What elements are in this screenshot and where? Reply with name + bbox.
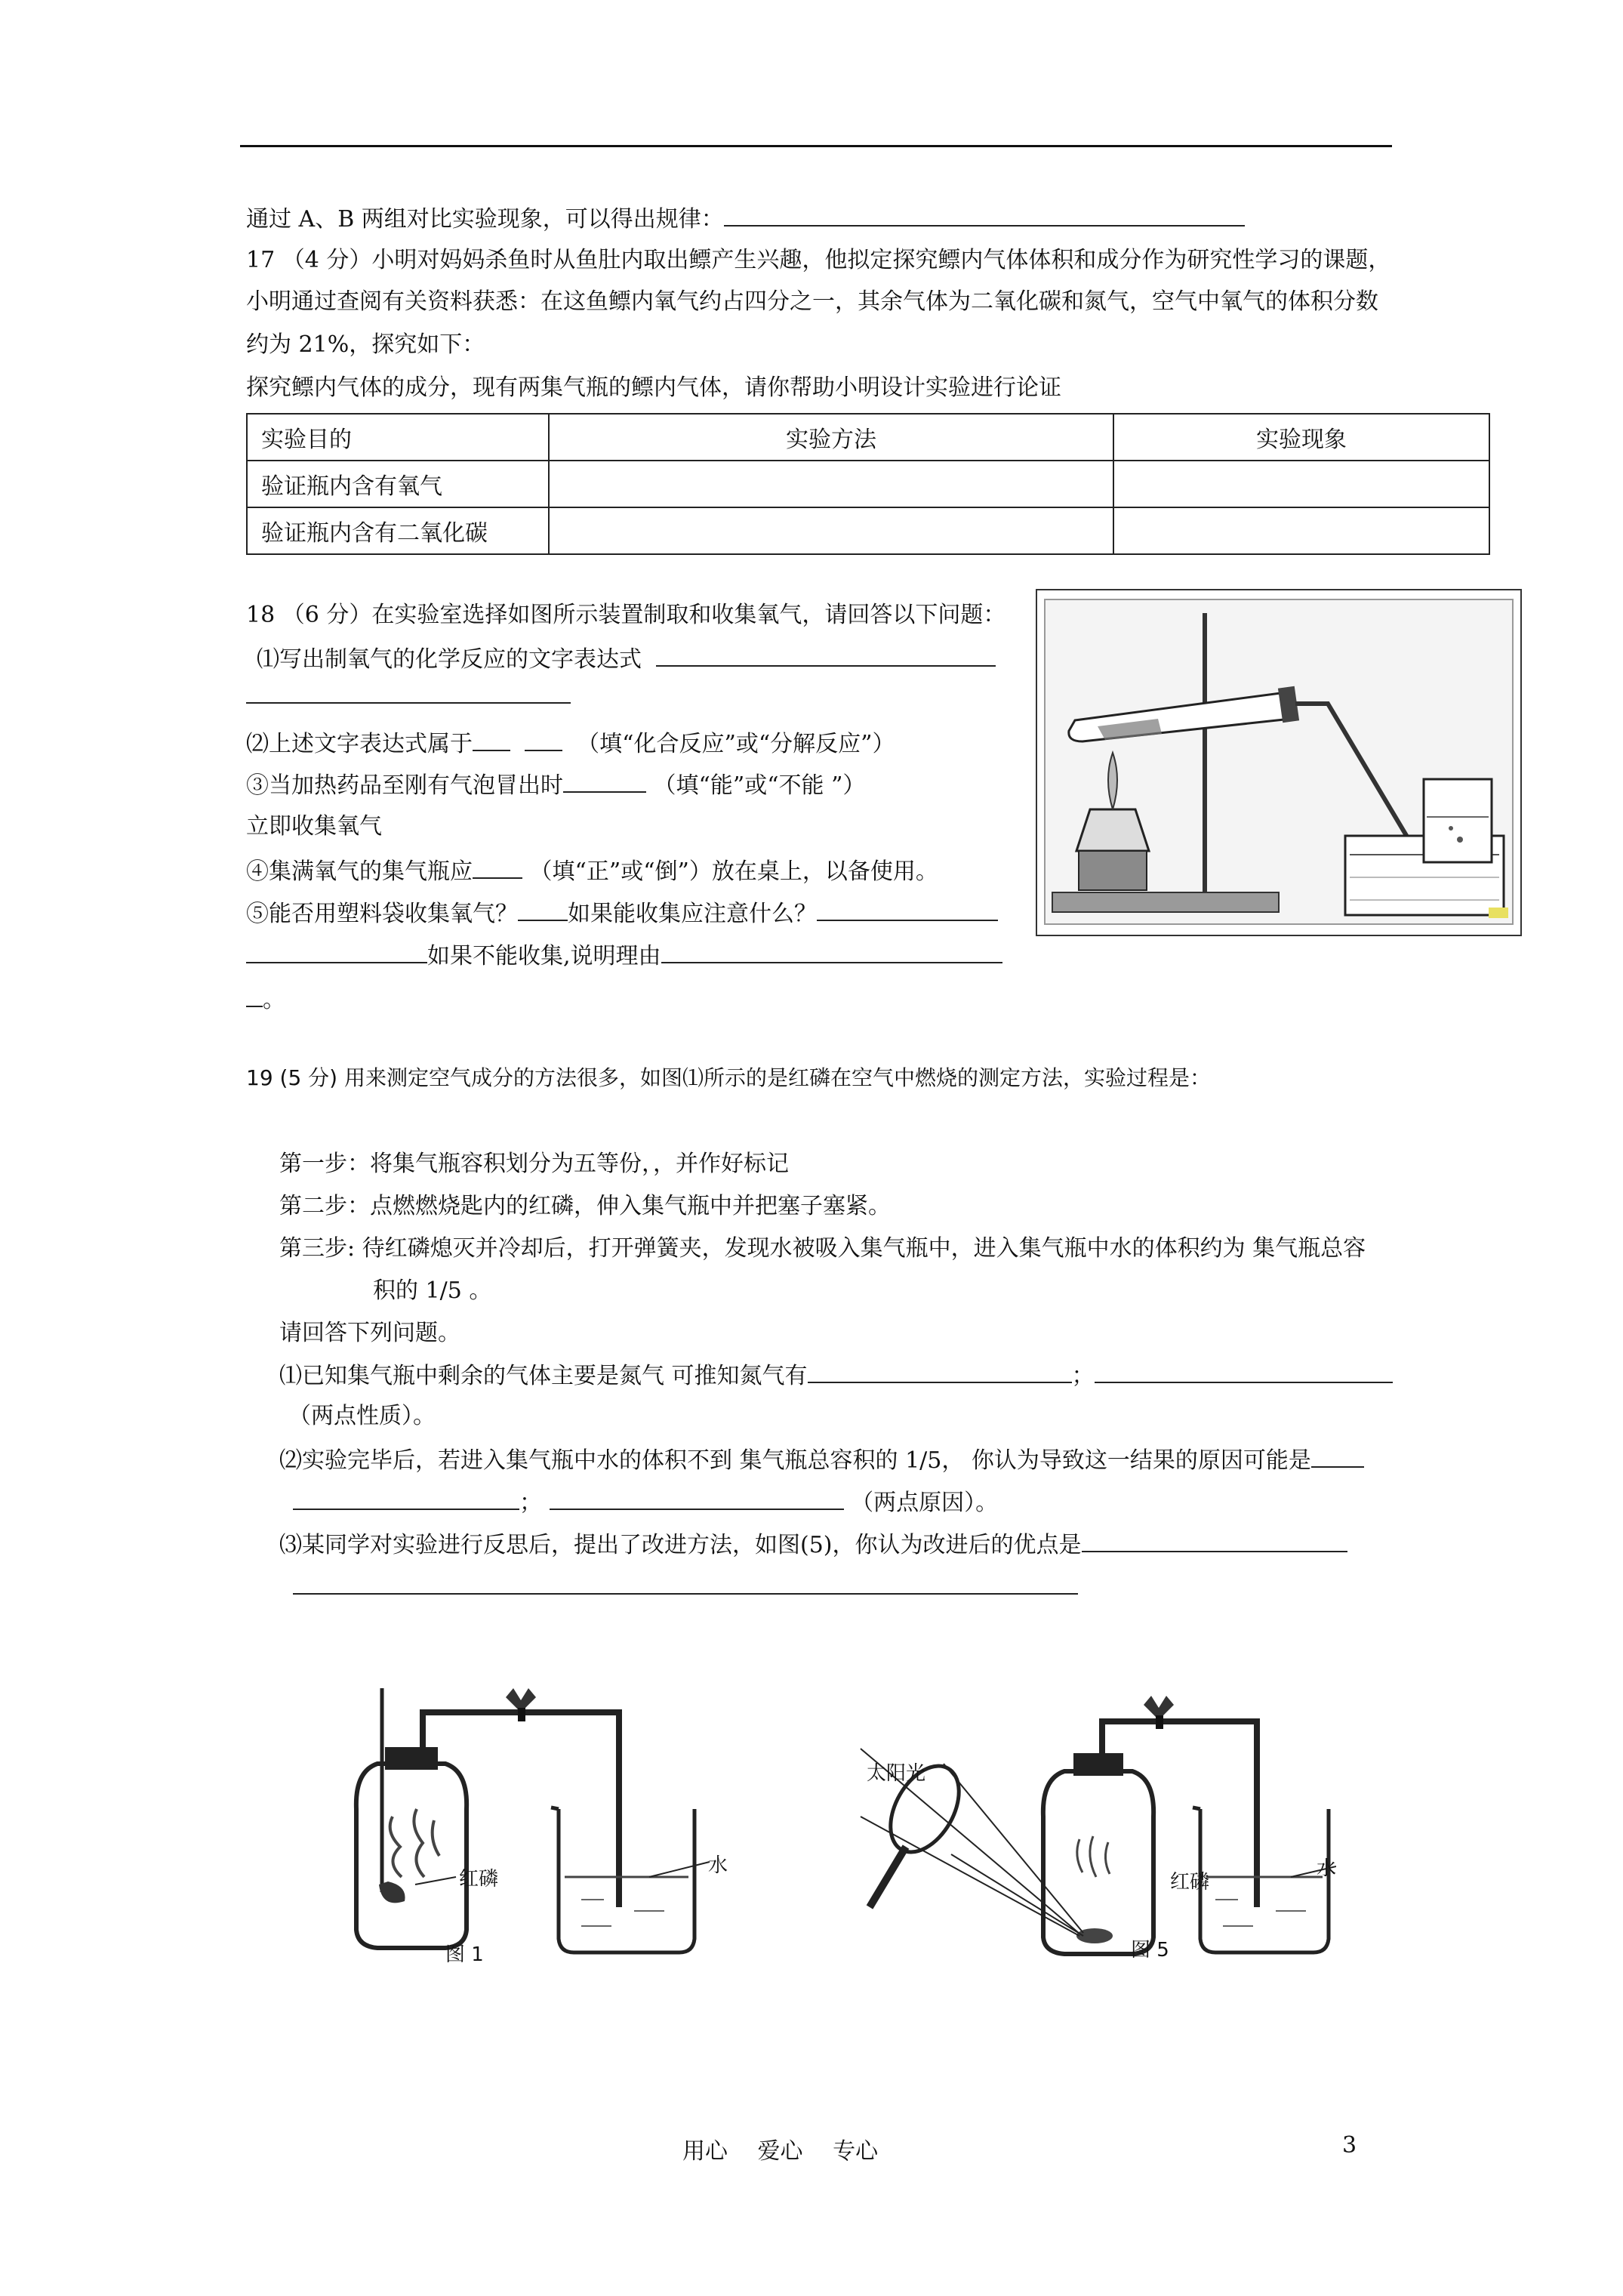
q18-part1-blank-2[interactable] <box>246 680 571 704</box>
q18-part4-blank[interactable] <box>473 855 522 879</box>
q17-line1: 17 （4 分）小明对妈妈杀鱼时从鱼肚内取出鳔产生兴趣，他拟定探究鳔内气体体积和成分作为研究性学习的课题， <box>246 247 1391 273</box>
q19-sub1-blank-a[interactable] <box>808 1359 1072 1383</box>
q18-part5-blank-5[interactable] <box>246 983 263 1007</box>
table-cell-method[interactable] <box>549 507 1113 554</box>
q18-part5-line2 <box>246 939 1002 972</box>
q19-sub2-text: ⑵实验完毕后，若进入集气瓶中水的体积不到 集气瓶总容积的 1/5， 你认为导致这一结果的原因可能是 <box>279 1447 1311 1474</box>
q19-sub2-blank-c[interactable] <box>550 1486 844 1510</box>
fig5-sunlight-label: 太阳光 <box>867 1762 926 1785</box>
q19-sub2 <box>279 1444 1364 1476</box>
q19-sub2-separator: ； <box>519 1490 542 1516</box>
q18-part4-text: ④集满氧气的集气瓶应 <box>246 858 473 885</box>
table-header-cell: 实验方法 <box>549 414 1113 461</box>
q16-conclusion-line <box>246 202 1245 235</box>
q17-line3: 约为 21%，探究如下： <box>246 331 485 358</box>
q18-part2-text: ⑵上述文字表达式属于 <box>246 731 473 757</box>
table-cell-purpose: 验证瓶内含有氧气 <box>247 461 549 507</box>
q18-part2 <box>246 727 895 760</box>
q16-answer-blank[interactable] <box>724 202 1245 227</box>
q18-part5-blank-4[interactable] <box>661 939 1002 963</box>
q18-part2-blank-b[interactable] <box>525 727 562 751</box>
q19-sub1-text: ⑴已知集气瓶中剩余的气体主要是氮气 可推知氮气有 <box>279 1363 808 1389</box>
q19-ask: 请回答下列问题。 <box>279 1320 460 1346</box>
q18-part1-text: ⑴写出制氧气的化学反应的文字表达式 <box>257 646 642 673</box>
fig1-phosphorus-label: 红磷 <box>459 1868 499 1891</box>
table-cell-method[interactable] <box>549 461 1113 507</box>
table-header-cell: 实验目的 <box>247 414 549 461</box>
figure-5 <box>853 1658 1336 1975</box>
q18-part5-reason: 如果不能收集,说明理由 <box>427 943 661 969</box>
q19-sub2-hint: （两点原因）。 <box>851 1490 999 1516</box>
table-cell-phenomenon[interactable] <box>1113 507 1489 554</box>
q18-part5 <box>246 897 998 929</box>
q19-step3-continuation: 积的 1/5 。 <box>373 1277 492 1304</box>
footer-motto: 用心 爱心 专心 <box>682 2138 879 2165</box>
q19-sub1-blank-b[interactable] <box>1095 1359 1393 1383</box>
page-number: 3 <box>1342 2132 1357 2159</box>
q18-part4-hint: （填“正”或“倒”）放在桌上，以备使用。 <box>529 858 938 885</box>
q16-conclusion-text: 通过 A、B 两组对比实验现象，可以得出规律： <box>246 206 724 233</box>
q19-sub3 <box>279 1528 1347 1561</box>
q19-sub2-line2 <box>293 1486 998 1518</box>
fig5-water-label: 水 <box>1317 1857 1337 1880</box>
q19-sub1 <box>279 1359 1393 1391</box>
q17-line4: 探究鳔内气体的成分，现有两集气瓶的鳔内气体，请你帮助小明设计实验进行论证 <box>246 374 1061 401</box>
red-phosphorus-apparatus-illustration <box>332 1658 725 1975</box>
q18-part1 <box>257 643 996 675</box>
fig5-caption: 图 5 <box>1131 1939 1169 1962</box>
q18-part4 <box>246 855 938 887</box>
q17-line2: 小明通过查阅有关资料获悉：在这鱼鳔内氧气约占四分之一，其余气体为二氧化碳和氮气，空气中氧气的体积分数 <box>246 288 1378 315</box>
fig1-water-label: 水 <box>708 1854 728 1877</box>
q19-step2: 第二步：点燃燃烧匙内的红磷，伸入集气瓶中并把塞子塞紧。 <box>279 1193 891 1219</box>
q18-line1: 18 （6 分）在实验室选择如图所示装置制取和收集氧气，请回答以下问题： <box>246 602 1006 628</box>
table-cell-purpose: 验证瓶内含有二氧化碳 <box>247 507 549 554</box>
q19-line1: 19 (5 分) 用来测定空气成分的方法很多，如图⑴所示的是红磷在空气中燃烧的测定方法，实验过程是： <box>246 1065 1211 1090</box>
table-row <box>247 507 1489 554</box>
table-cell-phenomenon[interactable] <box>1113 461 1489 507</box>
sunlight-apparatus-illustration <box>853 1658 1336 1975</box>
q19-sub3-blank-a[interactable] <box>1082 1528 1347 1552</box>
q19-sub3-line2 <box>293 1570 1078 1603</box>
figure-1 <box>332 1658 728 1975</box>
q18-part2-blank[interactable] <box>473 727 510 751</box>
q19-step1: 第一步：将集气瓶容积划分为五等份，，并作好标记 <box>279 1151 789 1177</box>
oxygen-apparatus-figure <box>1036 589 1522 936</box>
q19-sub2-blank-b[interactable] <box>293 1486 519 1510</box>
table-header-cell: 实验现象 <box>1113 414 1489 461</box>
q19-sub3-text: ⑶某同学对实验进行反思后，提出了改进方法，如图(5)，你认为改进后的优点是 <box>279 1532 1082 1558</box>
q18-part3-hint: （填“能”或“不能 ”） <box>653 772 866 799</box>
q18-part3-continuation: 立即收集氧气 <box>246 813 382 840</box>
q18-period: 。 <box>263 987 285 1013</box>
fig1-caption: 图 1 <box>445 1943 484 1966</box>
q18-part1-continuation <box>246 680 571 712</box>
q18-part3-text: ③当加热药品至刚有气泡冒出时 <box>246 772 563 799</box>
q18-part1-blank[interactable] <box>656 643 996 667</box>
oxygen-apparatus-illustration <box>1037 590 1520 935</box>
q18-part5-blank[interactable] <box>518 897 568 921</box>
q18-part5-text: ⑤能否用塑料袋收集氧气？ <box>246 901 518 927</box>
fig5-phosphorus-label: 红磷 <box>1170 1871 1210 1894</box>
table-row <box>247 461 1489 507</box>
q18-part5-question: 如果能收集应注意什么？ <box>568 901 817 927</box>
q18-part5-line3 <box>246 983 285 1015</box>
q17-experiment-table <box>246 413 1490 555</box>
header-rule <box>240 145 1392 147</box>
q19-step3: 第三步: 待红磷熄灭并冷却后，打开弹簧夹，发现水被吸入集气瓶中，进入集气瓶中水的体积约为 集气瓶总容 <box>279 1235 1366 1262</box>
q18-part5-blank-2[interactable] <box>817 897 998 921</box>
q18-part3-blank[interactable] <box>563 769 646 793</box>
q18-part3 <box>246 769 865 801</box>
q19-sub3-blank-b[interactable] <box>293 1570 1078 1595</box>
q18-part5-blank-3[interactable] <box>246 939 427 963</box>
q19-sub1-separator: ； <box>1071 1363 1095 1389</box>
q19-sub1-hint: （两点性质）。 <box>288 1403 436 1429</box>
q18-part2-hint: （填“化合反应”或“分解反应”） <box>577 731 895 757</box>
q19-sub2-blank-a[interactable] <box>1311 1444 1364 1468</box>
table-header-row <box>247 414 1489 461</box>
